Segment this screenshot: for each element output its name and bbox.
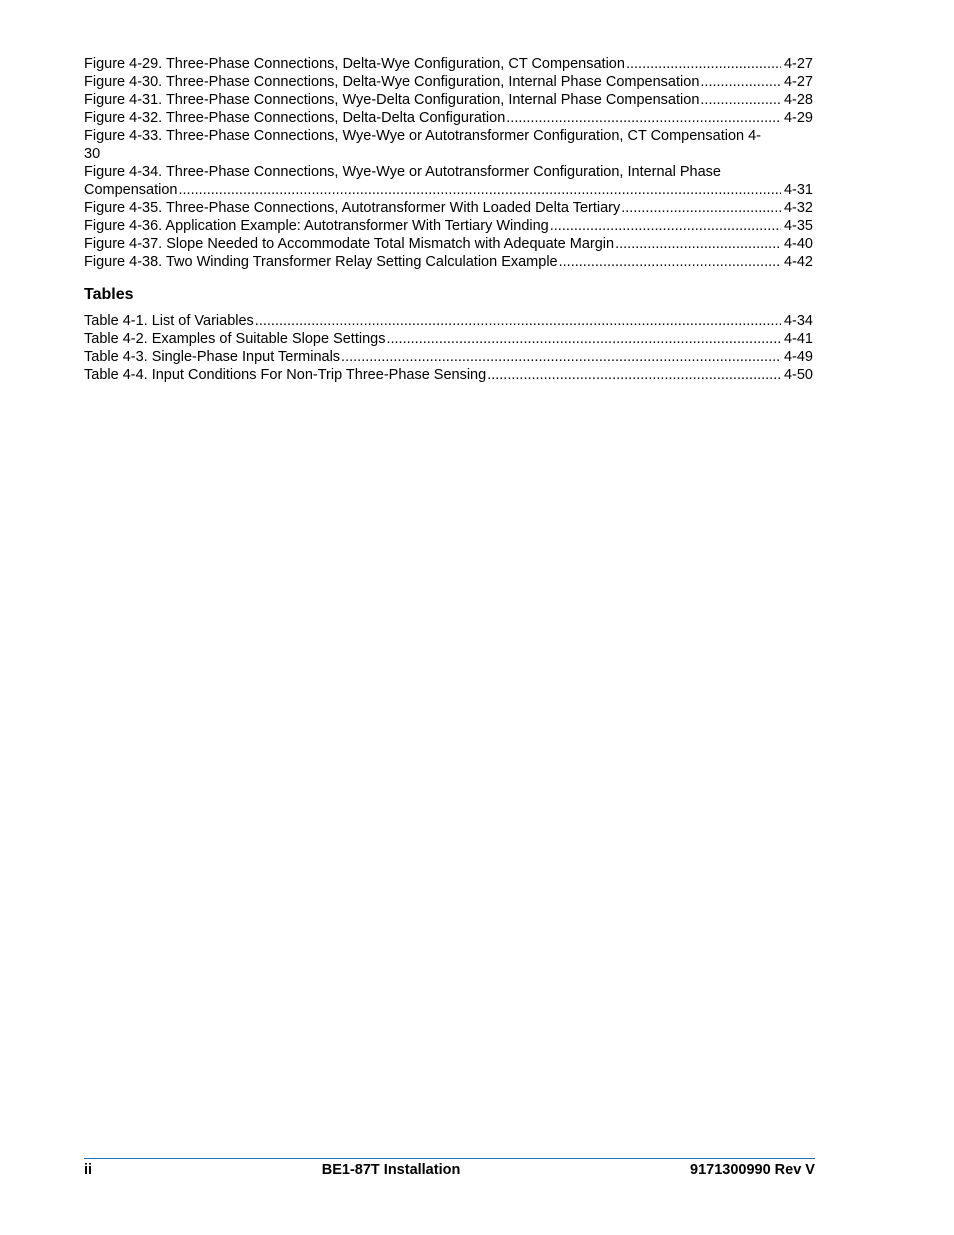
page-footer bbox=[84, 1158, 815, 1179]
dot-leader bbox=[179, 181, 781, 199]
toc-entry-figure-4-29[interactable] bbox=[84, 55, 813, 73]
toc-entry-figure-4-36[interactable] bbox=[84, 217, 813, 235]
dot-leader bbox=[255, 312, 781, 330]
footer-page-number: ii bbox=[84, 1162, 93, 1178]
toc-entry-figure-4-37[interactable] bbox=[84, 235, 813, 253]
toc-entry-title: Table 4-1. List of Variables bbox=[84, 313, 254, 329]
toc-entry-title-continued: Compensation bbox=[84, 182, 178, 198]
toc-entry-page: 4-50 bbox=[783, 367, 813, 383]
tables-heading: Tables bbox=[84, 286, 134, 303]
toc-entry-figure-4-38[interactable] bbox=[84, 253, 813, 271]
toc-entry-title: Figure 4-36. Application Example: Autotransformer With Tertiary Winding bbox=[84, 218, 549, 234]
footer-doc-number: 9171300990 Rev V bbox=[690, 1162, 815, 1178]
toc-entry-title: Figure 4-34. Three-Phase Connections, Wye-Wye or Autotransformer Configuration, Internal Phase bbox=[84, 164, 721, 180]
toc-entry-page: 4-27 bbox=[783, 74, 813, 90]
dot-leader bbox=[506, 109, 781, 127]
footer-title: BE1-87T Installation bbox=[321, 1162, 461, 1178]
toc-entry-title: Table 4-4. Input Conditions For Non-Trip Three-Phase Sensing bbox=[84, 367, 487, 383]
toc-entry-table-4-1[interactable] bbox=[84, 312, 813, 330]
toc-entry-title: Figure 4-35. Three-Phase Connections, Autotransformer With Loaded Delta Tertiary bbox=[84, 200, 621, 216]
toc-entry-title: Figure 4-37. Slope Needed to Accommodate Total Mismatch with Adequate Margin bbox=[84, 236, 615, 252]
dot-leader bbox=[487, 366, 781, 384]
toc-entry-figure-4-32[interactable] bbox=[84, 109, 813, 127]
toc-entry-page: 4-40 bbox=[783, 236, 813, 252]
toc-entry-figure-4-34[interactable] bbox=[84, 163, 813, 199]
toc-entry-page: 30 bbox=[84, 146, 101, 162]
toc-entry-page: 4-49 bbox=[783, 349, 813, 365]
toc-entry-page: 4-27 bbox=[783, 56, 813, 72]
toc-entry-page: 4-42 bbox=[783, 254, 813, 270]
toc-entry-figure-4-31[interactable] bbox=[84, 91, 813, 109]
toc-entry-title: Table 4-3. Single-Phase Input Terminals bbox=[84, 349, 341, 365]
toc-entry-page: 4-35 bbox=[783, 218, 813, 234]
dot-leader bbox=[621, 199, 781, 217]
toc-entry-figure-4-33[interactable] bbox=[84, 127, 813, 163]
toc-entry-table-4-3[interactable] bbox=[84, 348, 813, 366]
dot-leader bbox=[626, 55, 781, 73]
toc-entry-figure-4-35[interactable] bbox=[84, 199, 813, 217]
toc-entry-figure-4-30[interactable] bbox=[84, 73, 813, 91]
toc-entry-page: 4-28 bbox=[783, 92, 813, 108]
toc-entry-page: 4-32 bbox=[783, 200, 813, 216]
dot-leader bbox=[700, 91, 781, 109]
tables-list bbox=[84, 312, 813, 384]
toc-entry-continuation bbox=[84, 181, 813, 199]
dot-leader bbox=[550, 217, 781, 235]
toc-entry-title: Figure 4-31. Three-Phase Connections, Wye-Delta Configuration, Internal Phase Compensation bbox=[84, 92, 700, 108]
dot-leader bbox=[559, 253, 781, 271]
dot-leader bbox=[615, 235, 781, 253]
toc-entry-page: 4-41 bbox=[783, 331, 813, 347]
dot-leader bbox=[386, 330, 781, 348]
toc-entry-page: 4-34 bbox=[783, 313, 813, 329]
toc-entry-title: Figure 4-38. Two Winding Transformer Relay Setting Calculation Example bbox=[84, 254, 558, 270]
toc-entry-title: Table 4-2. Examples of Suitable Slope Settings bbox=[84, 331, 386, 347]
toc-entry-title: Figure 4-32. Three-Phase Connections, Delta-Delta Configuration bbox=[84, 110, 506, 126]
toc-entry-title: Figure 4-33. Three-Phase Connections, Wye-Wye or Autotransformer Configuration, CT Compensation 4- bbox=[84, 128, 761, 144]
toc-entry-title: Figure 4-29. Three-Phase Connections, Delta-Wye Configuration, CT Compensation bbox=[84, 56, 625, 72]
toc-entry-table-4-4[interactable] bbox=[84, 366, 813, 384]
toc-entry-title: Figure 4-30. Three-Phase Connections, Delta-Wye Configuration, Internal Phase Compensation bbox=[84, 74, 700, 90]
dot-leader bbox=[700, 73, 781, 91]
dot-leader bbox=[341, 348, 781, 366]
toc-entry-table-4-2[interactable] bbox=[84, 330, 813, 348]
toc-entry-page: 4-31 bbox=[783, 182, 813, 198]
figures-list bbox=[84, 55, 813, 271]
toc-content bbox=[84, 55, 813, 384]
toc-entry-page: 4-29 bbox=[783, 110, 813, 126]
